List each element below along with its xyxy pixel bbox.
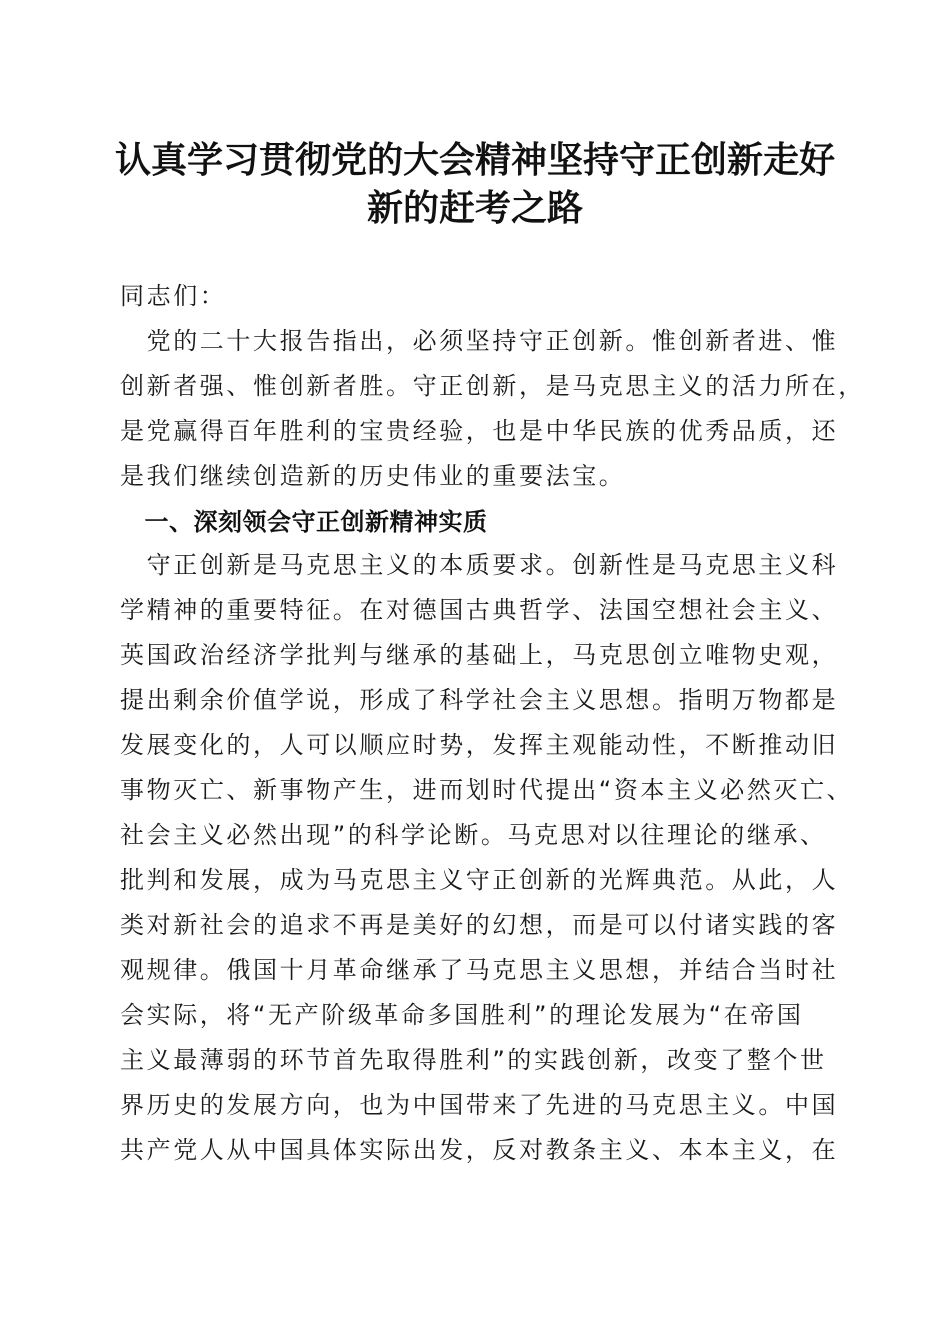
intro-line: 创新者强、惟创新者胜。守正创新，是马克思主义的活力所在， — [120, 372, 865, 400]
paragraph-line: 守正创新是马克思主义的本质要求。创新性是马克思主义科 — [120, 551, 839, 579]
paragraph-line: 批判和发展，成为马克思主义守正创新的光辉典范。从此，人 — [120, 866, 839, 894]
paragraph-line: 会实际，将“无产阶级革命多国胜利”的理论发展为“在帝国 — [120, 1001, 804, 1029]
paragraph-line: 共产党人从中国具体实际出发，反对教条主义、本本主义，在 — [120, 1136, 839, 1164]
paragraph-line: 英国政治经济学批判与继承的基础上，马克思创立唯物史观， — [120, 641, 839, 669]
greeting-text: 同志们： — [120, 282, 227, 310]
paragraph-line: 发展变化的，人可以顺应时势，发挥主观能动性，不断推动旧 — [120, 731, 839, 759]
paragraph-line: 主义最薄弱的环节首先取得胜利”的实践创新，改变了整个世 — [120, 1046, 827, 1074]
document-title-line-2: 新的赶考之路 — [366, 187, 583, 229]
paragraph-line: 学精神的重要特征。在对德国古典哲学、法国空想社会主义、 — [120, 596, 839, 624]
intro-line: 是我们继续创造新的历史伟业的重要法宝。 — [120, 462, 626, 490]
paragraph-line: 界历史的发展方向，也为中国带来了先进的马克思主义。中国 — [120, 1091, 839, 1119]
intro-line: 是党赢得百年胜利的宝贵经验，也是中华民族的优秀品质，还 — [120, 417, 839, 445]
intro-line: 党的二十大报告指出，必须坚持守正创新。惟创新者进、惟 — [120, 327, 839, 355]
paragraph-line: 类对新社会的追求不再是美好的幻想，而是可以付诸实践的客 — [120, 911, 839, 939]
section-heading: 一、深刻领会守正创新精神实质 — [120, 508, 488, 536]
paragraph-line: 社会主义必然出现”的科学论断。马克思对以往理论的继承、 — [120, 821, 827, 849]
paragraph-line: 提出剩余价值学说，形成了科学社会主义思想。指明万物都是 — [120, 686, 839, 714]
document-title-line-1: 认真学习贯彻党的大会精神坚持守正创新走好 — [114, 139, 835, 181]
paragraph-line: 事物灭亡、新事物产生，进而划时代提出“资本主义必然灭亡、 — [120, 776, 854, 804]
paragraph-line: 观规律。俄国十月革命继承了马克思主义思想，并结合当时社 — [120, 956, 839, 984]
